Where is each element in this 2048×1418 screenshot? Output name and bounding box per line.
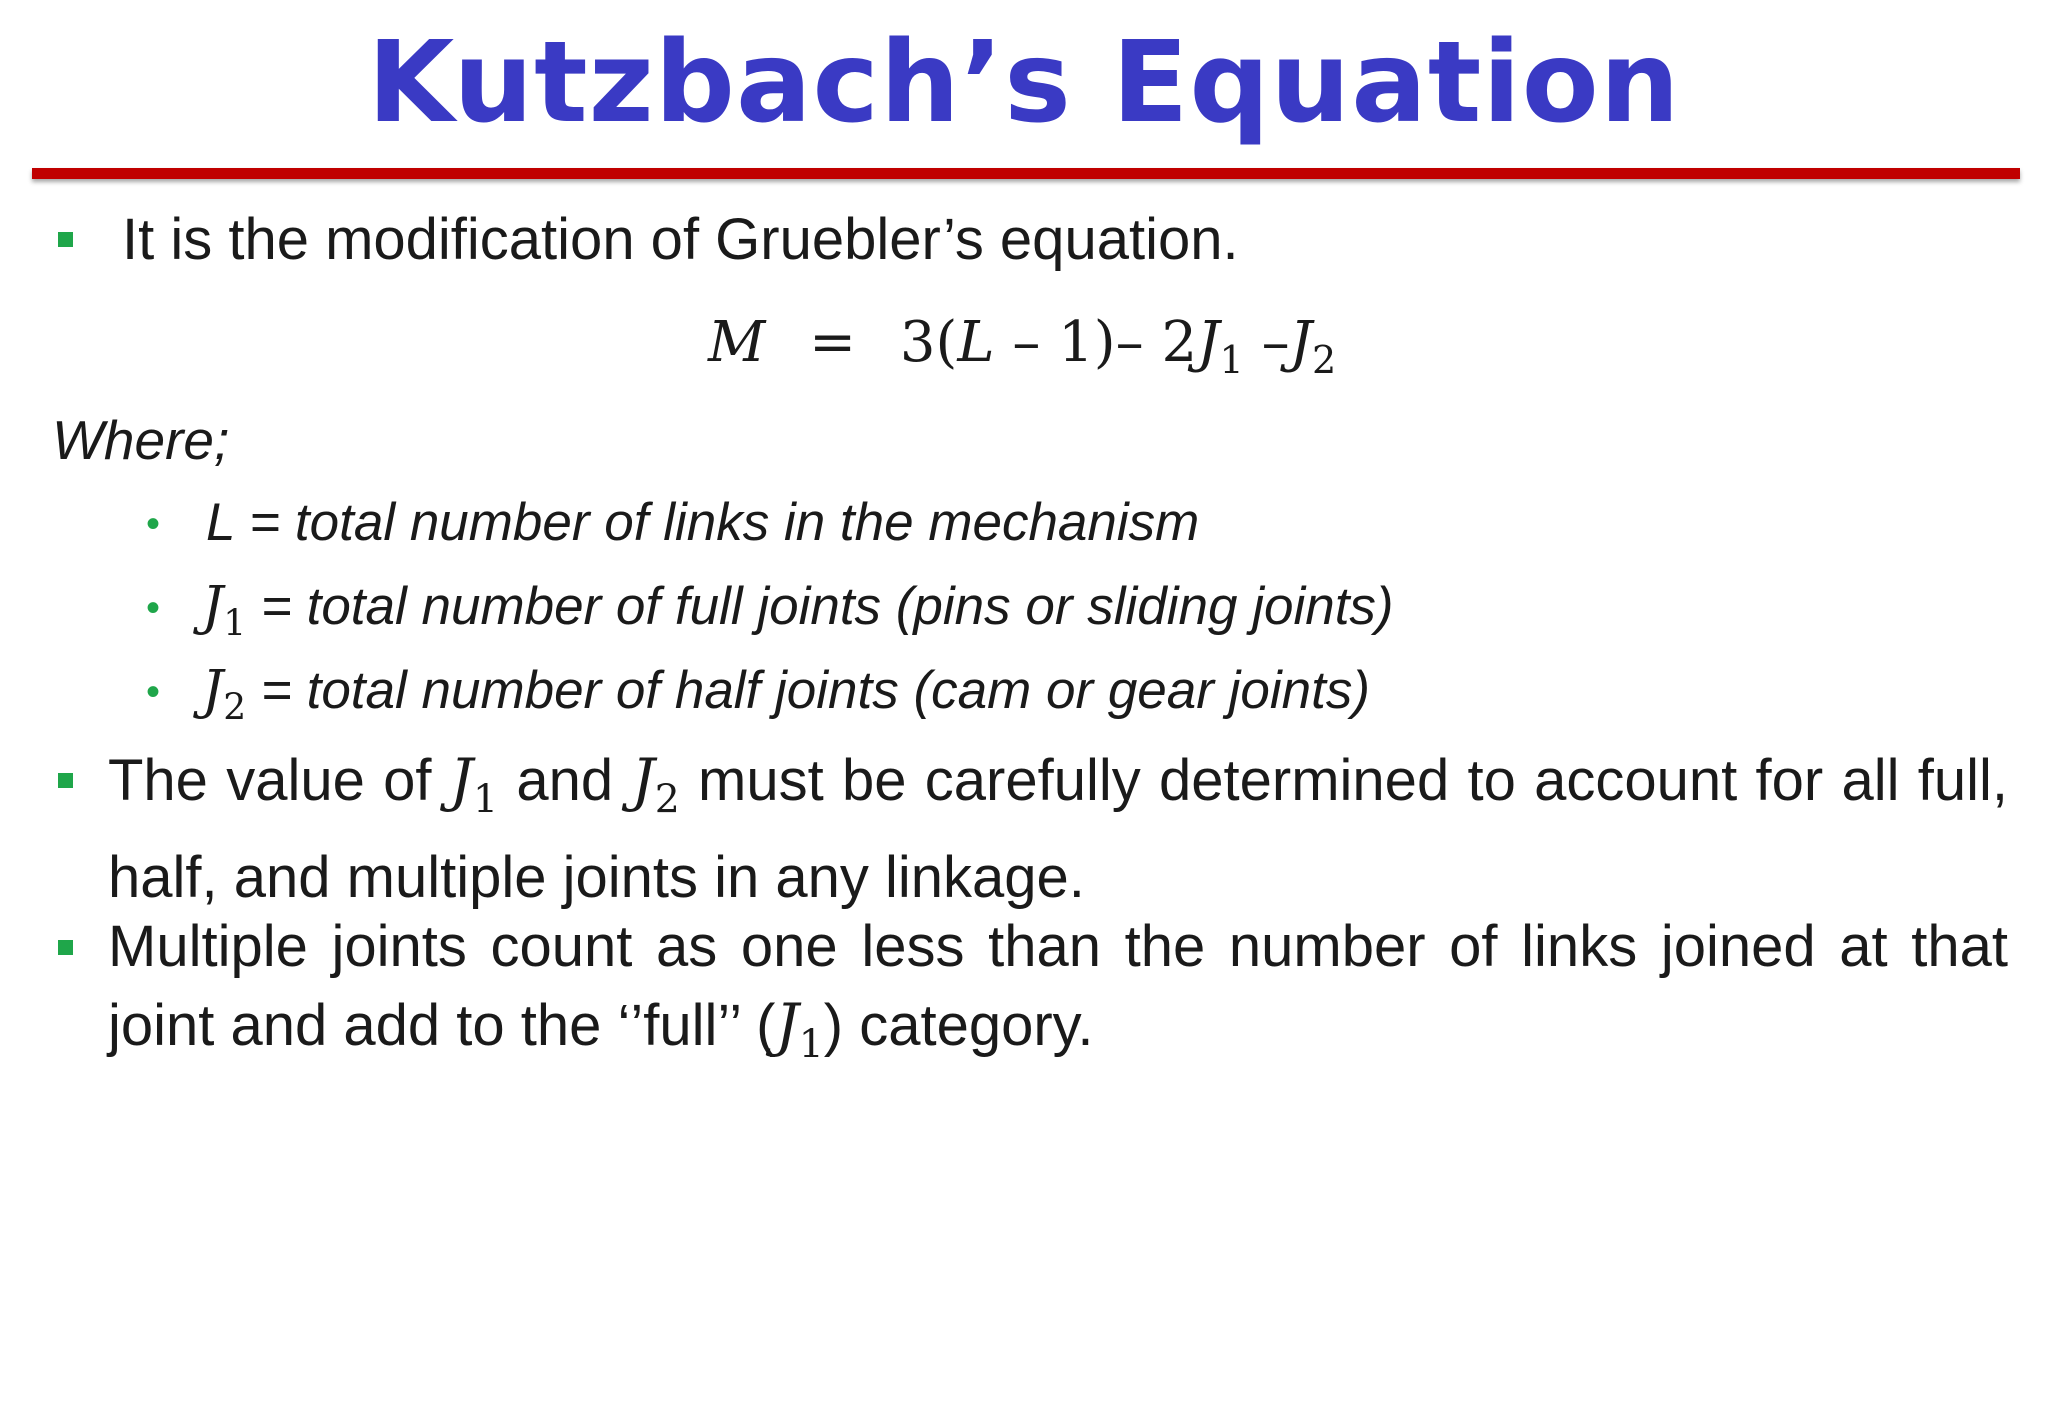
eq-minus-one: – 1)– 2	[994, 310, 1198, 375]
eq-minus: –	[1243, 310, 1290, 375]
def-J1-text: = total number of full joints (pins or sliding joints)	[246, 577, 1394, 636]
eq-J2: J	[1289, 310, 1313, 375]
slide-title: Kutzbach’s Equation	[367, 18, 1681, 148]
bullet-square-icon	[58, 940, 73, 955]
b2-J2-sub: 2	[654, 776, 680, 823]
eq-J1-sub: 1	[1219, 338, 1244, 383]
b2-part3: must be carefully determined to account for all full, half, and multiple joints in any linkage.	[108, 748, 2009, 910]
b2-J1-sub: 1	[473, 776, 499, 823]
kutzbach-equation	[708, 308, 1336, 395]
sub-bullet-dot-icon: •	[146, 502, 161, 546]
def-L	[206, 488, 1199, 558]
eq-equals: =	[809, 310, 857, 375]
def-J2	[202, 656, 1370, 744]
b2-part1: The value of	[108, 748, 450, 813]
sub-bullet-dot-icon: •	[146, 586, 161, 630]
eq-J2-sub: 2	[1312, 338, 1337, 383]
b2-part2: and	[498, 748, 632, 813]
where-label: Where;	[52, 409, 230, 471]
title-underline	[32, 168, 2020, 179]
eq-M: M	[708, 310, 766, 375]
bullet-square-icon	[58, 773, 73, 788]
eq-J1: J	[1197, 310, 1220, 375]
eq-L: L	[957, 310, 995, 375]
b3-part2: ) category.	[823, 993, 1094, 1058]
def-J1	[202, 572, 1394, 660]
def-J2-text: = total number of half joints (cam or gear joints)	[246, 661, 1371, 720]
bullet-square-icon	[58, 232, 73, 247]
bullet-text-1: It is the modification of Gruebler’s equation.	[122, 207, 1239, 272]
b2-J1: J	[449, 746, 474, 814]
def-J2-symbol: J	[202, 660, 224, 721]
def-L-text: = total number of links in the mechanism	[234, 493, 1200, 552]
b3-J1-sub: 1	[798, 1021, 824, 1068]
b3-J1: J	[775, 991, 799, 1059]
def-J2-sub: 2	[223, 687, 247, 729]
bullet-text-2	[108, 741, 2008, 917]
b3-part1: Multiple joints count as one less than the number of links joined at that joint and add to the ‘’full’’ (	[108, 914, 2008, 1058]
sub-bullet-dot-icon: •	[146, 670, 161, 714]
def-J1-sub: 1	[223, 603, 247, 645]
def-J1-symbol: J	[202, 576, 224, 637]
def-L-symbol: L	[206, 493, 235, 552]
bullet-text-3	[108, 908, 2008, 1084]
b2-J2: J	[631, 746, 655, 814]
eq-three: 3(	[899, 310, 958, 375]
